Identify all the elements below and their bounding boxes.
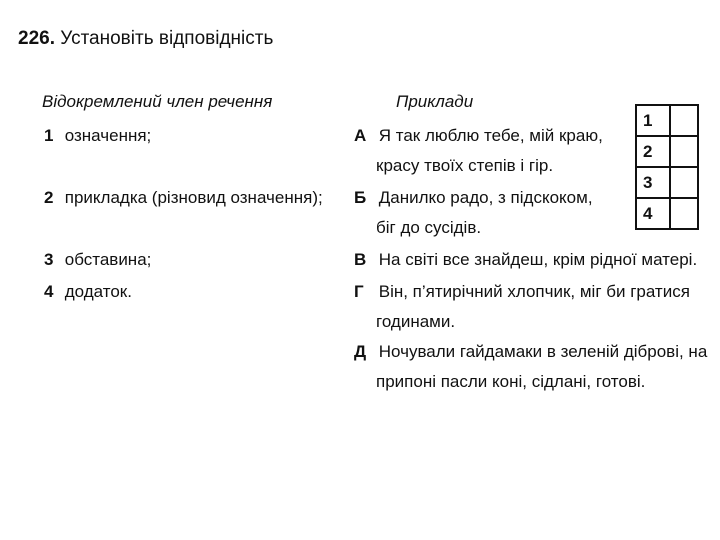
task-heading: Установіть відповідність — [60, 28, 274, 49]
left-item — [44, 250, 151, 270]
example-line: Він, п’ятирічний хлопчик, міг би гратися — [378, 282, 690, 301]
example-line: біг до сусідів. — [376, 218, 482, 237]
example-letter: Г — [354, 282, 364, 301]
left-item-text: обставина; — [64, 250, 152, 269]
left-item-number: 3 — [44, 250, 54, 269]
answer-grid-row-number: 1 — [636, 105, 670, 136]
example-line: припоні пасли коні, сідлані, готові. — [376, 372, 646, 391]
example-letter: В — [354, 250, 367, 269]
example-line: Я так люблю тебе, мій краю, — [378, 126, 603, 145]
example-item — [354, 342, 707, 362]
answer-cell[interactable] — [670, 167, 698, 198]
answer-grid-row-number: 2 — [636, 136, 670, 167]
example-line: красу твоїх степів і гір. — [376, 156, 554, 175]
left-item-number: 1 — [44, 126, 54, 145]
example-line: Ночували гайдамаки в зеленій діброві, на — [378, 342, 708, 361]
left-item — [44, 126, 151, 146]
left-item-number: 2 — [44, 188, 54, 207]
right-column-heading: Приклади — [396, 92, 474, 111]
example-item — [354, 126, 603, 146]
answer-grid — [635, 104, 699, 230]
answer-grid-row — [636, 198, 698, 229]
left-item-text: означення; — [64, 126, 152, 145]
example-line: На світі все знайдеш, крім рідної матері. — [378, 250, 698, 269]
task-title — [18, 28, 273, 50]
example-item — [354, 282, 690, 302]
answer-grid-row — [636, 167, 698, 198]
answer-grid-row-number: 3 — [636, 167, 670, 198]
left-item-number: 4 — [44, 282, 54, 301]
example-item — [354, 250, 697, 270]
example-line: годинами. — [376, 312, 456, 331]
task-number: 226. — [18, 28, 55, 49]
left-item-text: додаток. — [64, 282, 132, 301]
example-letter: А — [354, 126, 367, 145]
answer-grid-row-number: 4 — [636, 198, 670, 229]
answer-grid-row — [636, 136, 698, 167]
left-item — [44, 188, 323, 208]
example-item — [354, 188, 593, 208]
left-column-heading: Відокремлений член речення — [42, 92, 273, 111]
example-letter: Д — [354, 342, 367, 361]
answer-cell[interactable] — [670, 198, 698, 229]
left-item-text: прикладка (різновид означення); — [64, 188, 323, 207]
example-letter: Б — [354, 188, 367, 207]
answer-cell[interactable] — [670, 136, 698, 167]
example-line: Данилко радо, з підскоком, — [378, 188, 593, 207]
left-item — [44, 282, 132, 302]
answer-cell[interactable] — [670, 105, 698, 136]
answer-grid-row — [636, 105, 698, 136]
